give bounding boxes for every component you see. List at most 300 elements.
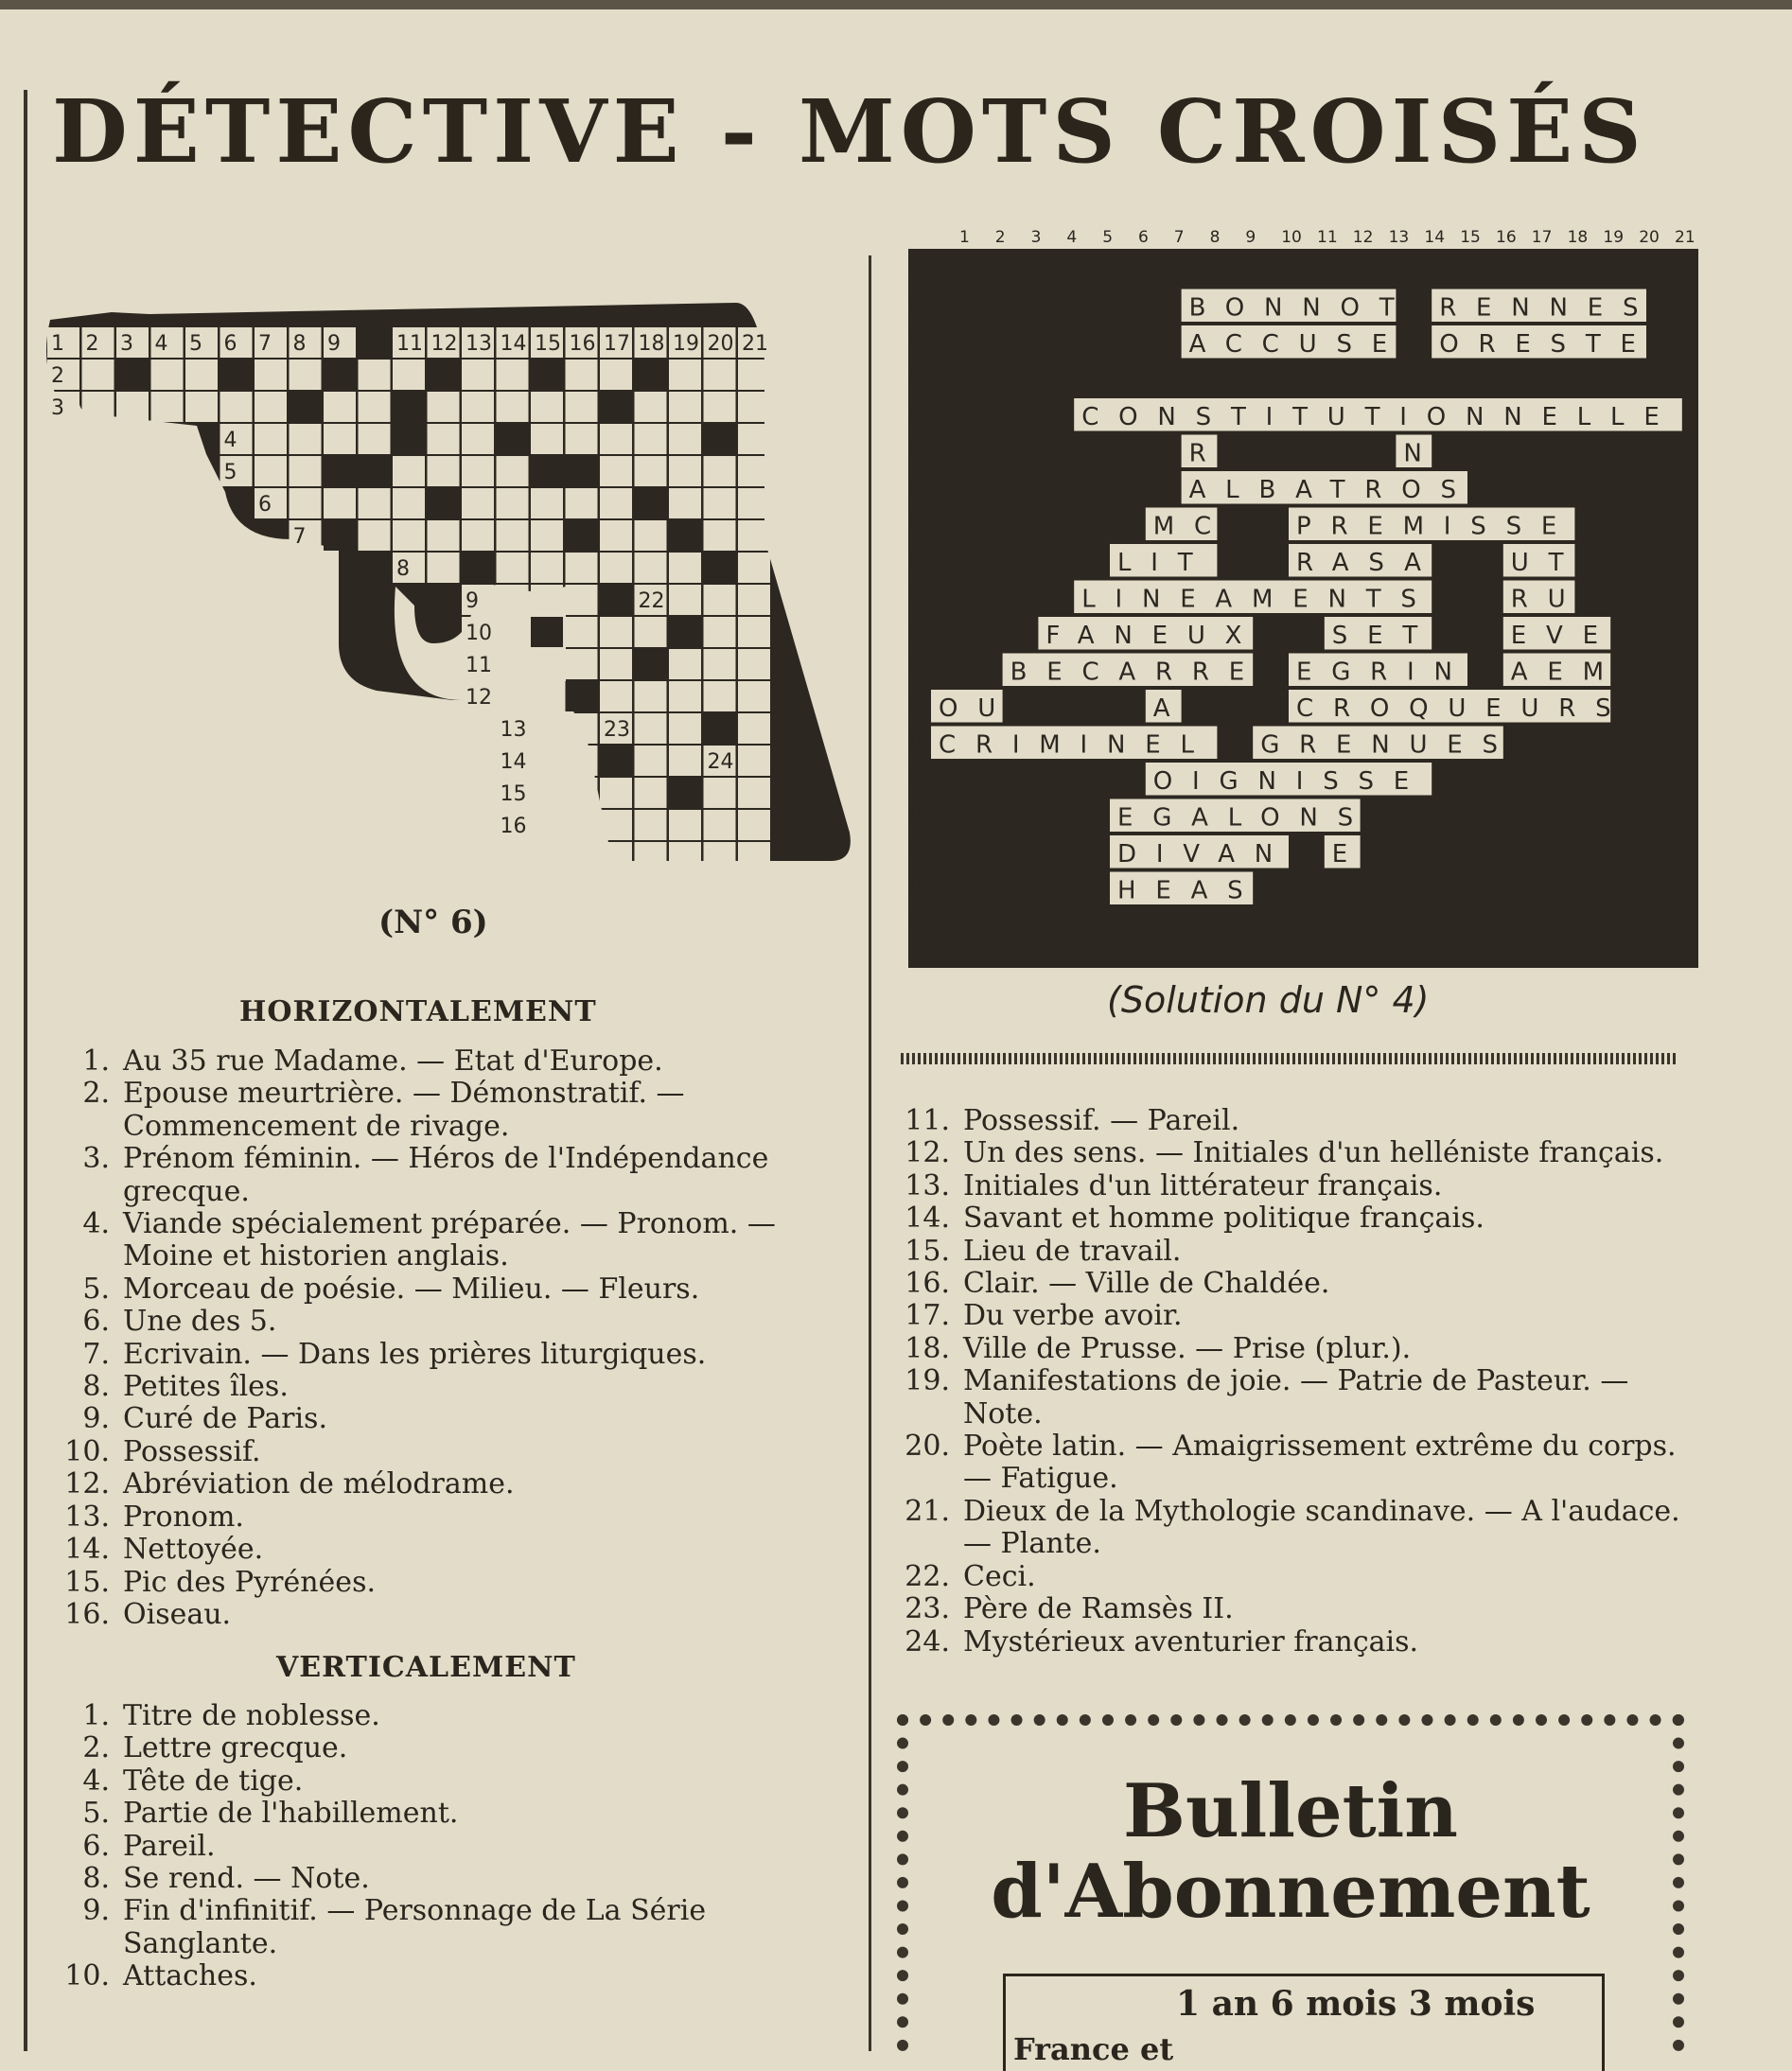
gun-white-cell <box>82 360 114 390</box>
gun-row-number: 9 <box>466 589 479 613</box>
gun-row-number: 10 <box>466 622 492 645</box>
gun-white-cell <box>738 842 770 870</box>
gun-white-cell <box>669 746 701 776</box>
gun-white-cell <box>566 392 598 422</box>
solution-column-number: 15 <box>1460 228 1481 247</box>
bulletin-title-line1: Bulletin <box>1123 1768 1458 1854</box>
gun-white-cell <box>497 842 529 870</box>
gun-black-cell <box>669 520 701 551</box>
gun-white-cell <box>566 810 598 840</box>
gun-white-cell <box>393 488 425 518</box>
gun-white-cell <box>738 553 770 583</box>
clue-number: 12. <box>905 1136 950 1170</box>
gun-black-cell <box>531 617 563 647</box>
solution-column-number: 1 <box>959 228 970 247</box>
gun-white-cell <box>116 392 149 422</box>
gun-white-cell <box>255 392 287 422</box>
clue-item <box>47 1143 842 1208</box>
solution-column-number: 3 <box>1030 228 1042 247</box>
gun-white-cell <box>635 713 667 744</box>
gun-column-number: 14 <box>500 332 527 356</box>
gun-white-cell <box>635 520 667 551</box>
clue-text: Curé de Paris. <box>123 1402 327 1436</box>
clue-text: Petites îles. <box>123 1370 289 1404</box>
clue-item <box>47 1732 842 1764</box>
clue-text: Morceau de poésie. — Milieu. — Fleurs. <box>123 1272 700 1306</box>
gun-white-cell <box>566 842 598 870</box>
gun-white-cell <box>669 713 701 744</box>
clue-number: 10. <box>64 1959 110 1993</box>
clue-number: 9. <box>82 1402 110 1436</box>
gun-white-cell <box>531 681 563 711</box>
gun-row-number: 7 <box>292 525 307 549</box>
gun-white-cell <box>600 553 632 583</box>
solution-row-number: 14 <box>908 731 927 749</box>
gun-column-number: 13 <box>466 332 492 356</box>
clue-text: Poète latin. — Amaigrissement extrême du corps. — Fatigue. <box>963 1430 1677 1496</box>
solution-column-number: 10 <box>1281 228 1302 247</box>
gun-white-cell <box>738 746 770 776</box>
gun-row-number: 6 <box>258 493 272 517</box>
clue-number: 15. <box>905 1234 950 1268</box>
clue-number: 8. <box>82 1370 110 1404</box>
gun-row-number: 24 <box>707 750 734 774</box>
gun-black-cell <box>635 649 667 679</box>
solution-column-number: 4 <box>1066 228 1078 247</box>
clue-item <box>47 1078 842 1143</box>
clue-number: 22. <box>905 1559 950 1593</box>
clue-item <box>47 1863 842 1895</box>
clue-number: 2. <box>82 1077 110 1111</box>
gun-black-cell <box>600 746 632 776</box>
gun-white-cell <box>738 810 770 840</box>
clue-text: Tête de tige. <box>123 1764 304 1798</box>
gun-black-cell <box>566 520 598 551</box>
gun-white-cell <box>635 778 667 808</box>
gun-white-cell <box>566 746 598 776</box>
gun-white-cell <box>600 520 632 551</box>
gun-white-cell <box>635 617 667 647</box>
gun-white-cell <box>566 424 598 454</box>
gun-white-cell <box>531 746 563 776</box>
subscription-table <box>1003 1974 1605 2071</box>
gun-white-cell <box>566 488 598 518</box>
gun-white-cell <box>531 424 563 454</box>
gun-white-cell <box>531 488 563 518</box>
clue-text: Oiseau. <box>123 1597 232 1631</box>
clue-number: 21. <box>905 1494 950 1528</box>
gun-white-cell <box>669 424 701 454</box>
solution-word: R <box>1188 439 1226 468</box>
gun-white-cell <box>669 649 701 679</box>
clue-text: Père de Ramsès II. <box>963 1592 1234 1626</box>
solution-row-number: 18 <box>908 877 927 895</box>
clue-text: Prénom féminin. — Héros de l'Indépendance grecque. <box>123 1142 769 1208</box>
gun-white-cell <box>220 392 253 422</box>
clue-number: 6. <box>82 1829 110 1863</box>
gun-white-cell <box>669 488 701 518</box>
clue-text: Lettre grecque. <box>123 1731 348 1765</box>
gun-white-cell <box>497 520 529 551</box>
clue-number: 5. <box>82 1797 110 1831</box>
clue-text: Savant et homme politique français. <box>963 1202 1485 1236</box>
clue-item <box>887 1365 1682 1430</box>
solution-column-number: 8 <box>1209 228 1221 247</box>
column-divider <box>869 255 871 2051</box>
gun-white-cell <box>428 424 460 454</box>
solution-word: LINEAMENTS <box>1081 585 1436 614</box>
gun-white-cell <box>600 360 632 390</box>
solution-column-number: 17 <box>1531 228 1553 247</box>
clue-text: Possessif. <box>123 1434 261 1468</box>
solution-column-number: 9 <box>1245 228 1256 247</box>
gun-black-cell <box>324 456 356 486</box>
gun-white-cell <box>324 424 356 454</box>
gun-white-cell <box>600 488 632 518</box>
gun-white-cell <box>393 360 425 390</box>
clue-item <box>47 1501 842 1534</box>
gun-white-cell <box>531 778 563 808</box>
gun-column-number: 2 <box>85 332 99 356</box>
clue-item <box>887 1430 1682 1496</box>
clue-text: Du verbe avoir. <box>963 1299 1183 1333</box>
gun-white-cell <box>600 842 632 870</box>
gun-white-cell <box>738 713 770 744</box>
gun-white-cell <box>635 424 667 454</box>
gun-column-number: 19 <box>673 332 699 356</box>
gun-row-number: 15 <box>500 782 527 806</box>
gun-white-cell <box>704 520 736 551</box>
solution-word: BECARRE <box>1010 658 1264 687</box>
clue-text: Dieux de la Mythologie scandinave. — A l'audace. — Plante. <box>963 1494 1680 1561</box>
clue-item <box>887 1300 1682 1332</box>
clue-number: 1. <box>82 1699 110 1732</box>
solution-word: EGALONS <box>1117 803 1373 833</box>
solution-word: LIT <box>1117 549 1213 577</box>
horizontal-clue-list <box>47 1045 842 1631</box>
gun-white-cell <box>704 681 736 711</box>
solution-row-number: 11 <box>908 623 927 640</box>
gun-white-cell <box>600 681 632 711</box>
gun-white-cell <box>566 553 598 583</box>
clue-item <box>887 1333 1682 1365</box>
clue-item <box>887 1137 1682 1169</box>
clue-number: 13. <box>905 1168 950 1202</box>
gun-white-cell <box>531 810 563 840</box>
gun-white-cell <box>531 553 563 583</box>
solution-word: ALBATROS <box>1188 476 1476 504</box>
clue-number: 19. <box>905 1364 950 1398</box>
gun-black-cell <box>290 392 322 422</box>
gun-column-number: 1 <box>51 332 64 356</box>
clue-text: Pronom. <box>123 1500 244 1534</box>
gun-white-cell <box>359 424 391 454</box>
gun-row-number: 2 <box>51 364 64 388</box>
clue-number: 11. <box>905 1104 950 1137</box>
gun-white-cell <box>185 360 218 390</box>
gun-column-number: 4 <box>154 332 168 356</box>
clue-text: Abréviation de mélodrame. <box>123 1467 515 1501</box>
gun-column-number: 20 <box>707 332 734 356</box>
gun-white-cell <box>600 778 632 808</box>
gun-white-cell <box>531 713 563 744</box>
clue-item <box>47 1045 842 1078</box>
clue-text: Une des 5. <box>123 1305 277 1339</box>
clue-number: 6. <box>82 1305 110 1339</box>
gun-white-cell <box>497 392 529 422</box>
gun-row-number: 23 <box>604 718 630 742</box>
gun-black-cell <box>704 713 736 744</box>
gun-white-cell <box>635 553 667 583</box>
gun-white-cell <box>497 681 529 711</box>
gun-black-cell <box>462 553 494 583</box>
gun-column-number: 18 <box>638 332 665 356</box>
clue-text: Attaches. <box>123 1959 257 1993</box>
gun-white-cell <box>600 810 632 840</box>
solution-word: EGRIN <box>1296 658 1472 687</box>
solution-row-number: 15 <box>908 768 927 785</box>
gun-white-cell <box>531 392 563 422</box>
gun-white-cell <box>290 360 322 390</box>
clue-text: Au 35 rue Madame. — Etat d'Europe. <box>123 1044 663 1078</box>
solution-column-number: 6 <box>1138 228 1149 247</box>
clue-text: Pareil. <box>123 1829 216 1863</box>
gun-black-cell <box>359 327 391 358</box>
gun-white-cell <box>635 456 667 486</box>
clue-number: 24. <box>905 1624 950 1659</box>
solution-word: RASA <box>1296 549 1441 577</box>
gun-black-cell <box>669 617 701 647</box>
gun-white-cell <box>428 392 460 422</box>
gun-column-number: 15 <box>535 332 561 356</box>
clue-item <box>887 1105 1682 1137</box>
gun-column-number: 7 <box>258 332 272 356</box>
clue-item <box>887 1268 1682 1300</box>
gun-white-cell <box>462 456 494 486</box>
gun-black-cell <box>566 681 598 711</box>
solution-word: A <box>1152 694 1190 723</box>
solution-word: CRIMINEL <box>939 730 1214 760</box>
gun-black-cell <box>393 424 425 454</box>
clue-text: Ecrivain. — Dans les prières liturgiques. <box>123 1337 707 1371</box>
gun-black-cell <box>600 585 632 615</box>
clue-text: Ville de Prusse. — Prise (plur.). <box>963 1331 1412 1365</box>
gun-row-number: 8 <box>396 557 410 581</box>
gun-white-cell <box>669 456 701 486</box>
solution-row-number: 16 <box>908 804 927 822</box>
gun-row-number: 22 <box>638 589 665 613</box>
gun-white-cell <box>290 488 322 518</box>
gun-white-cell <box>324 488 356 518</box>
gun-white-cell <box>738 585 770 615</box>
gun-white-cell <box>704 649 736 679</box>
gun-white-cell <box>600 456 632 486</box>
gun-white-cell <box>359 520 391 551</box>
gun-white-cell <box>669 360 701 390</box>
clue-text: Pic des Pyrénées. <box>123 1565 376 1599</box>
vertical-clue-list-continued <box>887 1105 1682 1659</box>
clue-text: Possessif. — Pareil. <box>963 1104 1240 1137</box>
gun-white-cell <box>497 649 529 679</box>
gun-white-cell <box>635 746 667 776</box>
gun-white-cell <box>566 585 598 615</box>
gun-row-number: 21 <box>742 332 768 356</box>
clue-item <box>47 1895 842 1960</box>
gun-white-cell <box>704 392 736 422</box>
gun-column-number: 11 <box>396 332 423 356</box>
gun-black-cell <box>428 488 460 518</box>
solution-word: RENNES <box>1439 293 1659 323</box>
gun-white-cell <box>600 649 632 679</box>
clue-item <box>47 1436 842 1468</box>
clue-number: 7. <box>82 1337 110 1371</box>
gun-row-number: 12 <box>466 686 492 710</box>
clue-number: 2. <box>82 1731 110 1765</box>
gun-white-cell <box>462 520 494 551</box>
clue-item <box>47 1339 842 1371</box>
clue-number: 15. <box>64 1565 110 1599</box>
clue-number: 12. <box>64 1467 110 1501</box>
clue-item <box>887 1170 1682 1202</box>
gun-row-number: 14 <box>500 750 527 774</box>
clue-text: Lieu de travail. <box>963 1234 1182 1268</box>
solution-word: CROQUEURS <box>1296 694 1631 723</box>
clue-item <box>47 1534 842 1566</box>
clue-item <box>47 1468 842 1501</box>
gun-row-number: 11 <box>466 654 492 677</box>
solution-column-number: 5 <box>1102 228 1114 247</box>
gun-white-cell <box>669 842 701 870</box>
gun-white-cell <box>635 681 667 711</box>
clue-number: 3. <box>82 1142 110 1176</box>
solution-word: GRENUES <box>1260 730 1518 760</box>
solution-word: OU <box>939 694 1016 723</box>
solution-row-number: 19 <box>908 914 927 931</box>
gun-white-cell <box>738 360 770 390</box>
clue-text: Un des sens. — Initiales d'un helléniste français. <box>963 1136 1664 1170</box>
clue-number: 8. <box>82 1862 110 1896</box>
clue-item <box>887 1561 1682 1593</box>
gun-white-cell <box>497 585 529 615</box>
clue-item <box>47 1371 842 1403</box>
gun-white-cell <box>704 456 736 486</box>
gun-white-cell <box>669 681 701 711</box>
gun-black-cell <box>704 424 736 454</box>
solution-column-number: 14 <box>1424 228 1446 247</box>
clue-text: Fin d'infinitif. — Personnage de La Série Sanglante. <box>123 1894 707 1960</box>
solution-word: HEAS <box>1117 876 1263 905</box>
gun-white-cell <box>704 360 736 390</box>
gun-row-number: 5 <box>223 461 237 484</box>
gun-white-cell <box>635 842 667 870</box>
gun-white-cell <box>393 520 425 551</box>
clue-item <box>47 1306 842 1338</box>
gun-column-number: 6 <box>223 332 237 356</box>
gun-white-cell <box>738 424 770 454</box>
gun-white-cell <box>738 392 770 422</box>
solution-column-number: 19 <box>1603 228 1625 247</box>
solution-word: CONSTITUTIONNELLE <box>1081 403 1679 431</box>
gun-white-cell <box>497 553 529 583</box>
clue-text: Viande spécialement préparée. — Pronom. — Moine et historien anglais. <box>123 1207 776 1273</box>
clue-item <box>47 1567 842 1599</box>
gun-white-cell <box>255 424 287 454</box>
gun-white-cell <box>738 520 770 551</box>
solution-column-number: 20 <box>1639 228 1660 247</box>
gun-white-cell <box>704 810 736 840</box>
gun-white-cell <box>566 778 598 808</box>
solution-row-number: 8 <box>908 513 918 531</box>
clue-number: 5. <box>82 1272 110 1306</box>
solution-word: RU <box>1510 585 1586 614</box>
gun-black-cell <box>359 456 391 486</box>
gun-black-cell <box>635 360 667 390</box>
gun-white-cell <box>738 681 770 711</box>
solution-row-number: 2 <box>908 294 918 312</box>
bulletin-title-line2: d'Abonnement <box>991 1849 1590 1935</box>
clue-number: 16. <box>64 1597 110 1631</box>
gun-white-cell <box>566 360 598 390</box>
solution-row-number: 17 <box>908 841 927 858</box>
clue-number: 14. <box>64 1533 110 1567</box>
gun-white-cell <box>324 392 356 422</box>
gun-column-number: 5 <box>189 332 202 356</box>
solution-row-number: 3 <box>908 331 918 348</box>
vertical-clue-list <box>47 1700 842 1993</box>
gun-white-cell <box>428 553 460 583</box>
subscription-columns: 1 an 6 mois 3 mois <box>1176 1984 1536 2024</box>
gun-black-cell <box>669 778 701 808</box>
gun-white-cell <box>531 842 563 870</box>
solution-row-number: 10 <box>908 586 927 604</box>
clue-text: Epouse meurtrière. — Démonstratif. — Commencement de rivage. <box>123 1077 685 1143</box>
gun-white-cell <box>462 488 494 518</box>
clue-text: Initiales d'un littérateur français. <box>963 1168 1443 1202</box>
gun-white-cell <box>669 810 701 840</box>
gun-white-cell <box>669 392 701 422</box>
gun-white-cell <box>462 360 494 390</box>
solution-word: SET <box>1331 622 1438 650</box>
clue-item <box>47 1700 842 1732</box>
gun-black-cell <box>428 360 460 390</box>
solution-row-number: 6 <box>908 440 918 458</box>
gun-black-cell <box>324 520 356 551</box>
clue-text: Mystérieux aventurier français. <box>963 1624 1419 1659</box>
gun-black-cell <box>324 360 356 390</box>
clue-item <box>887 1626 1682 1659</box>
clue-number: 10. <box>64 1434 110 1468</box>
gun-black-cell <box>220 360 253 390</box>
clue-item <box>47 1273 842 1306</box>
gun-row-number: 13 <box>500 718 527 742</box>
gun-white-cell <box>255 360 287 390</box>
gun-white-cell <box>255 456 287 486</box>
solution-column-number: 21 <box>1675 228 1695 247</box>
gun-white-cell <box>738 456 770 486</box>
solution-column-number: 13 <box>1388 228 1410 247</box>
gun-white-cell <box>531 520 563 551</box>
gun-white-cell <box>531 649 563 679</box>
clue-text: Clair. — Ville de Chaldée. <box>963 1267 1330 1301</box>
clue-item <box>47 1765 842 1798</box>
puzzle-number: (N° 6) <box>378 904 488 941</box>
gun-white-cell <box>359 360 391 390</box>
gun-white-cell <box>359 392 391 422</box>
solution-row-number: 5 <box>908 404 918 421</box>
gun-white-cell <box>566 617 598 647</box>
gun-white-cell <box>704 585 736 615</box>
gun-white-cell <box>428 520 460 551</box>
